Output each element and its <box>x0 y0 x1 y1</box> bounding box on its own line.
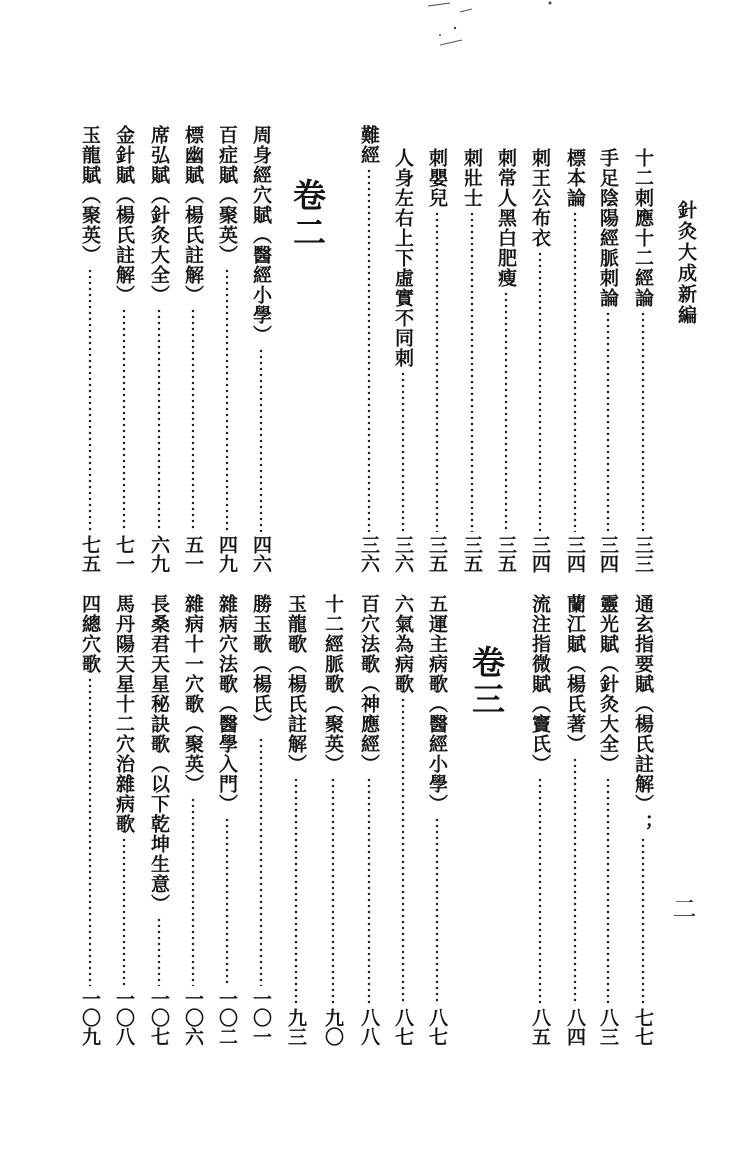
entry-title: 刺嬰兒 <box>426 148 448 208</box>
entry-page: 一〇二 <box>216 989 238 1046</box>
leader-dots <box>457 211 487 532</box>
leader-dots <box>246 737 276 986</box>
entry-title: 難經 <box>358 125 380 165</box>
entry-title: 馬丹陽天星十二穴治雜病歌 <box>113 594 135 834</box>
toc-entry <box>109 594 139 1046</box>
leader-dots <box>422 211 452 532</box>
toc-entry <box>281 594 311 1046</box>
entry-page: 四六 <box>250 535 272 573</box>
toc-entry <box>457 148 487 573</box>
entry-title: 玉龍賦（聚英） <box>79 125 101 265</box>
leader-dots <box>422 817 452 1005</box>
entry-title: 刺壯士 <box>461 148 483 208</box>
leader-dots <box>560 211 590 532</box>
entry-page: 五一 <box>182 535 204 573</box>
entry-title: 刺常人黑白肥瘦 <box>495 148 517 288</box>
toc-entry <box>628 594 658 1046</box>
leader-dots <box>354 777 384 1005</box>
entry-page: 三四 <box>597 535 619 573</box>
leader-dots <box>593 777 623 1005</box>
toc-entry <box>144 125 174 573</box>
toc-entry <box>422 148 452 573</box>
leader-dots <box>144 308 174 532</box>
leader-dots <box>593 311 623 532</box>
toc-entry <box>144 594 174 1046</box>
entry-title: 手足陰陽經脈刺論 <box>597 148 619 308</box>
leader-dots <box>178 797 208 986</box>
entry-page: 三五 <box>426 535 448 573</box>
entry-title: 十二經脈歌（聚英） <box>322 594 344 774</box>
toc-entry <box>318 594 348 1046</box>
entry-title: 雜病十一穴歌（聚英） <box>182 594 204 794</box>
scan-specks <box>410 0 560 70</box>
toc-entry <box>246 125 276 573</box>
toc-entry <box>593 594 623 1046</box>
toc-entry <box>75 594 105 1046</box>
leader-dots <box>281 777 311 1005</box>
toc-entry <box>593 148 623 573</box>
entry-page: 一〇七 <box>148 989 170 1046</box>
leader-dots <box>354 168 384 532</box>
toc-entry <box>354 594 384 1046</box>
leader-dots <box>178 308 208 532</box>
entry-title: 流注指微賦（竇氏） <box>529 594 551 774</box>
entry-title: 勝玉歌（楊氏） <box>250 594 272 734</box>
entry-title: 六氣為病歌 <box>392 594 414 694</box>
entry-title: 百穴法歌（神應經） <box>358 594 380 774</box>
toc-entry <box>525 148 555 573</box>
leader-dots <box>318 777 348 1005</box>
entry-page: 六九 <box>148 535 170 573</box>
entry-title: 標幽賦（楊氏註解） <box>182 125 204 305</box>
entry-page: 八七 <box>392 1008 414 1046</box>
leader-dots <box>525 777 555 1005</box>
entry-page: 三四 <box>529 535 551 573</box>
entry-title: 玉龍歌（楊氏註解） <box>285 594 307 774</box>
leader-dots <box>144 917 174 986</box>
page-number: 二 <box>668 896 696 920</box>
entry-title: 人身左右上下虛實不同刺 <box>392 148 414 368</box>
entry-page: 一〇一 <box>250 989 272 1046</box>
entry-page: 三五 <box>461 535 483 573</box>
entry-page: 八四 <box>564 1008 586 1046</box>
entry-page: 三五 <box>495 535 517 573</box>
entry-page: 九〇 <box>322 1008 344 1046</box>
entry-page: 一〇九 <box>79 989 101 1046</box>
entry-title: 十二刺應十二經論 <box>632 148 654 308</box>
volume-heading-3: 卷三 <box>467 645 506 719</box>
leader-dots <box>560 757 590 1005</box>
toc-entry <box>560 594 590 1046</box>
toc-entry <box>628 148 658 573</box>
toc-entry <box>560 148 590 573</box>
entry-title: 雜病穴法歌（醫學入門） <box>216 594 238 814</box>
entry-page: 三四 <box>564 535 586 573</box>
entry-page: 七五 <box>79 535 101 573</box>
leader-dots <box>525 251 555 532</box>
leader-dots <box>491 291 521 532</box>
entry-title: 標本論 <box>564 148 586 208</box>
toc-entry <box>109 125 139 573</box>
leader-dots <box>628 837 658 1005</box>
book-title: 針灸大成新編 <box>675 200 697 326</box>
toc-entry <box>491 148 521 573</box>
leader-dots <box>212 268 242 532</box>
leader-dots <box>75 268 105 532</box>
entry-title: 百症賦（聚英） <box>216 125 238 265</box>
entry-page: 三六 <box>392 535 414 573</box>
entry-page: 九三 <box>285 1008 307 1046</box>
leader-dots <box>109 308 139 532</box>
entry-page: 七七 <box>632 1008 654 1046</box>
entry-page: 四九 <box>216 535 238 573</box>
toc-entry <box>212 594 242 1046</box>
toc-entry <box>388 148 418 573</box>
entry-title: 長桑君天星秘訣歌（以下乾坤生意） <box>148 594 170 914</box>
toc-entry <box>422 594 452 1046</box>
entry-title: 靈光賦（針灸大全） <box>597 594 619 774</box>
entry-title: 五運主病歌（醫經小學） <box>426 594 448 814</box>
entry-page: 八三 <box>597 1008 619 1046</box>
leader-dots <box>212 817 242 986</box>
entry-page: 八五 <box>529 1008 551 1046</box>
entry-title: 刺王公布衣 <box>529 148 551 248</box>
leader-dots <box>388 371 418 532</box>
toc-entry <box>388 594 418 1046</box>
entry-title: 周身經穴賦（醫經小學） <box>250 125 272 345</box>
volume-heading-2: 卷二 <box>288 178 327 252</box>
toc-entry <box>178 594 208 1046</box>
leader-dots <box>246 348 276 532</box>
toc-entry <box>75 125 105 573</box>
entry-page: 三六 <box>358 535 380 573</box>
entry-title: 席弘賦（針灸大全） <box>148 125 170 305</box>
entry-page: 一〇六 <box>182 989 204 1046</box>
entry-title: 四總穴歌 <box>79 594 101 674</box>
leader-dots <box>628 311 658 532</box>
entry-page: 三三 <box>632 535 654 573</box>
entry-page: 一〇八 <box>113 989 135 1046</box>
toc-entry <box>354 125 384 573</box>
toc-entry <box>525 594 555 1046</box>
toc-entry <box>212 125 242 573</box>
leader-dots <box>109 837 139 986</box>
entry-page: 八七 <box>426 1008 448 1046</box>
toc-entry <box>246 594 276 1046</box>
entry-title: 通玄指要賦（楊氏註解）； <box>632 594 654 834</box>
leader-dots <box>75 677 105 986</box>
entry-page: 八八 <box>358 1008 380 1046</box>
entry-title: 蘭江賦（楊氏著） <box>564 594 586 754</box>
toc-entry <box>178 125 208 573</box>
leader-dots <box>388 697 418 1005</box>
entry-page: 七一 <box>113 535 135 573</box>
entry-title: 金針賦（楊氏註解） <box>113 125 135 305</box>
